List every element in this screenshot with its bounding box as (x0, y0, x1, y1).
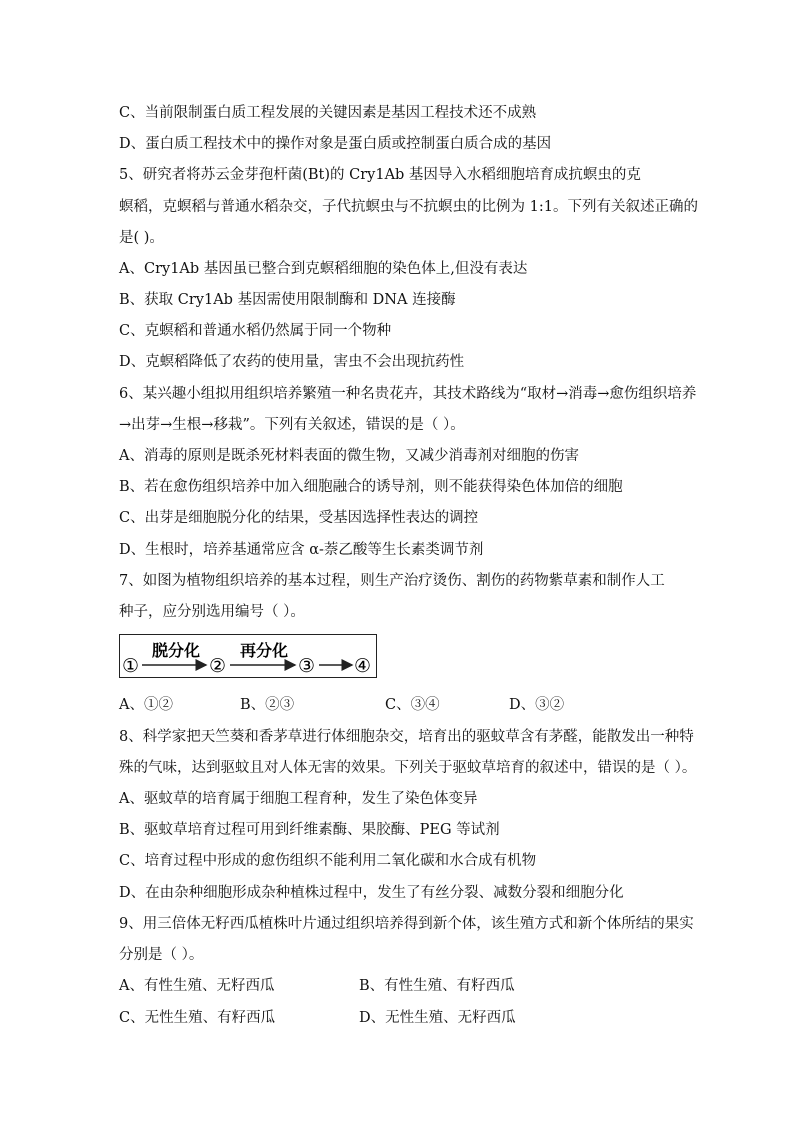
q8-stem-line-2: 殊的气味，达到驱蚊且对人体无害的效果。下列关于驱蚊草培育的叙述中，错误的是（ ）。 (119, 760, 697, 776)
q8-stem-line-1: 8、科学家把天竺葵和香茅草进行体细胞杂交，培育出的驱蚊草含有茅醛，能散发出一种特 (119, 729, 694, 745)
q8-option-a: A、驱蚊草的培育属于细胞工程育种，发生了染色体变异 (119, 791, 478, 807)
q5-stem-line-3: 是( )。 (119, 230, 164, 246)
q6-option-d: D、生根时，培养基通常应含 α-萘乙酸等生长素类调节剂 (119, 542, 484, 558)
q5-option-a: A、Cry1Ab 基因虽已整合到克螟稻细胞的染色体上,但没有表达 (119, 261, 528, 277)
q7-stem-line-1: 7、如图为植物组织培养的基本过程，则生产治疗烫伤、割伤的药物紫草素和制作人工 (119, 573, 665, 589)
q8-option-c: C、培育过程中形成的愈伤组织不能利用二氧化碳和水合成有机物 (119, 853, 537, 869)
q5-option-d: D、克螟稻降低了农药的使用量，害虫不会出现抗药性 (119, 354, 465, 370)
label-redifferentiation: 再分化 (240, 641, 289, 660)
q6-option-a: A、消毒的原则是既杀死材料表面的微生物，又减少消毒剂对细胞的伤害 (119, 448, 579, 464)
node-3: ③ (298, 655, 316, 677)
q9-stem-line-1: 9、用三倍体无籽西瓜植株叶片通过组织培养得到新个体，该生殖方式和新个体所结的果实 (119, 916, 694, 932)
node-1: ① (122, 655, 140, 677)
q9-option-d: D、无性生殖、无籽西瓜 (359, 1010, 516, 1026)
q7-option-d: D、③② (509, 697, 565, 713)
q5-stem-line-1: 5、研究者将苏云金芽孢杆菌(Bt)的 Cry1Ab 基因导入水稻细胞培育成抗螟虫的克 (119, 167, 641, 183)
q6-option-c: C、出芽是细胞脱分化的结果，受基因选择性表达的调控 (119, 510, 479, 526)
tissue-culture-diagram (119, 634, 377, 678)
q7-stem-line-2: 种子，应分别选用编号（ ）。 (119, 604, 305, 620)
process-arrow-svg (120, 635, 378, 679)
q5-stem-line-2: 螟稻，克螟稻与普通水稻杂交，子代抗螟虫与不抗螟虫的比例为 1:1。下列有关叙述正确的 (119, 199, 698, 215)
q9-option-c: C、无性生殖、有籽西瓜 (119, 1010, 276, 1026)
q8-option-d: D、在由杂种细胞形成杂种植株过程中，发生了有丝分裂、减数分裂和细胞分化 (119, 885, 624, 901)
q6-option-b: B、若在愈伤组织培养中加入细胞融合的诱导剂，则不能获得染色体加倍的细胞 (119, 479, 623, 495)
q5-option-c: C、克螟稻和普通水稻仍然属于同一个物种 (119, 323, 392, 339)
label-dedifferentiation: 脱分化 (152, 641, 201, 660)
q4-option-c: C、当前限制蛋白质工程发展的关键因素是基因工程技术还不成熟 (119, 105, 537, 121)
node-4: ④ (354, 655, 372, 677)
q8-option-b: B、驱蚊草培育过程可用到纤维素酶、果胶酶、PEG 等试剂 (119, 822, 500, 838)
q9-option-a: A、有性生殖、无籽西瓜 (119, 978, 275, 994)
q7-option-a: A、①② (119, 697, 173, 713)
q9-option-b: B、有性生殖、有籽西瓜 (359, 978, 515, 994)
q4-option-d: D、蛋白质工程技术中的操作对象是蛋白质或控制蛋白质合成的基因 (119, 136, 552, 152)
q9-stem-line-2: 分别是（ ）。 (119, 947, 204, 963)
q6-stem-line-2: →出芽→生根→移栽”。下列有关叙述，错误的是（ ）。 (119, 417, 465, 433)
q7-option-b: B、②③ (240, 697, 295, 713)
q6-stem-line-1: 6、某兴趣小组拟用组织培养繁殖一种名贵花卉，其技术路线为“取材→消毒→愈伤组织培养 (119, 386, 697, 402)
q5-option-b: B、获取 Cry1Ab 基因需使用限制酶和 DNA 连接酶 (119, 292, 456, 308)
node-2: ② (209, 655, 227, 677)
q7-option-c: C、③④ (385, 697, 440, 713)
